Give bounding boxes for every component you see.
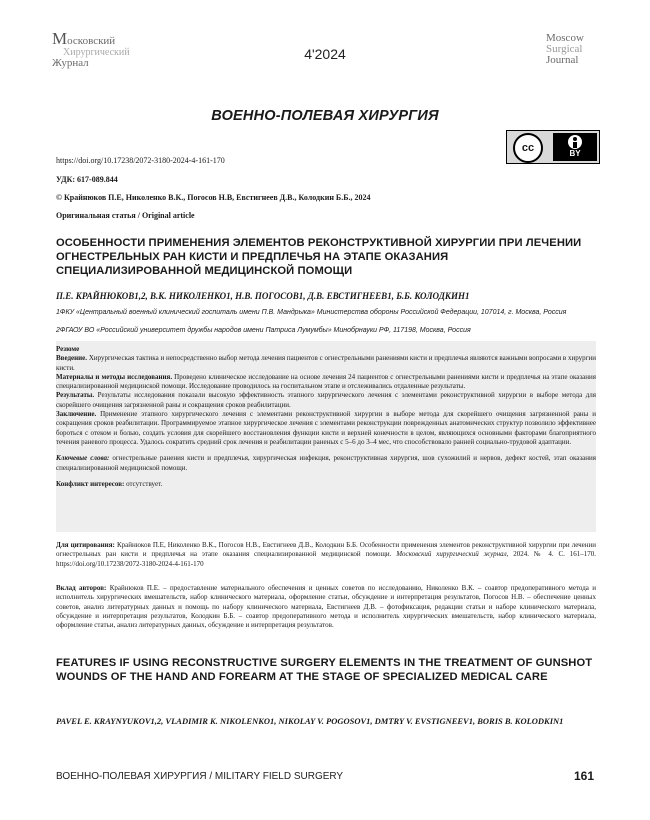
- results-text: Результаты исследования показали высокую эффективность этапного хирургического лечения с элементами реконструктивной хирургии в выборе метода для скорейшего очищения загрязненной раны и сокращения сроков реабилитации.: [56, 391, 596, 409]
- logo-word: Moscow: [546, 32, 584, 44]
- abstract-methods: [56, 373, 596, 392]
- cc-license-badge[interactable]: [506, 130, 600, 164]
- authors-ru: П.Е. КРАЙНЮКОВ1,2, В.К. НИКОЛЕНКО1, Н.В. ПОГОСОВ1, Д.В. ЕВСТИГНЕЕВ1, Б.Б. КОЛОДКИН1: [56, 291, 470, 301]
- results-label: Результаты.: [56, 391, 95, 400]
- conclusion-label: Заключение.: [56, 410, 97, 419]
- article-title-ru: ОСОБЕННОСТИ ПРИМЕНЕНИЯ ЭЛЕМЕНТОВ РЕКОНСТРУКТИВНОЙ ХИРУРГИИ ПРИ ЛЕЧЕНИИ ОГНЕСТРЕЛЬНЫХ РАН КИСТИ И ПРЕДПЛЕЧЬЯ НА ЭТАПЕ ОКАЗАНИЯ СПЕЦИАЛИЗИРОВАННОЙ МЕДИЦИНСКОЙ ПОМОЩИ: [56, 237, 582, 277]
- cc-icon: [513, 133, 543, 163]
- citation-text: Крайнюков П.Е, Николенко В.К., Погосов Н.В., Евстигнеев Д.В., Колодкин Б.Б. Особенности применения элементов реконструктивной хирургии при лечении огнестрельных ран кисти и предплечья на этапе оказания специализированной медицинской помощи.: [56, 541, 597, 559]
- issue-number: 4'2024: [304, 46, 346, 62]
- contribution-text: Крайнюков П.Е. – предоставление материального обеспечения и ценных советов по исследованию, Николенко В.К. – соавтор предоперативного метода и исполнитель хирургических вмешательств, набор клинического материала, оформление статьи, обсуждение и интерпретация результатов, Погосов Н.В. – обеспечение ценных советов, анализ литературных данных и помощь по набору клинического материала, Евстигнеев Д.В. – фотофиксация, редакции статьи и наборе клинического материала, обсуждение и интерпретация результатов, Колодкин Б.Б. – соавтор предоперативного метода и исполнитель хирургических вмешательств, набор клинического материала, оформление статьи, анализ литературных данных, обсуждение и интерпретация результатов.: [56, 584, 597, 630]
- keywords: [56, 454, 596, 473]
- affiliation-1: 1ФКУ «Центральный военный клинический госпиталь имени П.В. Мандрыка» Министерства обороны Российской Федерации, 107014, г. Москва, Россия: [56, 309, 567, 316]
- abstract-intro: [56, 354, 596, 373]
- authors-en: PAVEL E. KRAYNYUKOV1,2, VLADIMIR K. NIKOLENKO1, NIKOLAY V. POGOSOV1, DMTRY V. EVSTIGNEEV1, BORIS B. KOLODKIN1: [56, 716, 564, 726]
- by-block: [553, 133, 597, 161]
- logo-word: осковский: [67, 35, 116, 47]
- abstract-body: [56, 341, 596, 489]
- methods-label: Материалы и методы исследования.: [56, 372, 173, 381]
- logo-line: [52, 29, 130, 48]
- abstract-conclusion: [56, 410, 596, 447]
- contribution-label: Вклад авторов:: [56, 584, 107, 592]
- article-type: Оригинальная статья / Original article: [56, 211, 195, 220]
- affiliation-2: 2ФГАОУ ВО «Российский университет дружбы народов имени Патриса Лумумбы» Минобрнауки РФ, 117198, Москва, Россия: [56, 327, 471, 334]
- conflict-text: отсутствует.: [126, 479, 163, 488]
- section-title: ВОЕННО-ПОЛЕВАЯ ХИРУРГИЯ: [211, 108, 439, 124]
- doi-link[interactable]: https://doi.org/10.17238/2072-3180-2024-4-161-170: [56, 156, 225, 165]
- citation-label: Для цитирования:: [56, 541, 115, 549]
- conclusion-text: Применение этапного хирургического лечения с элементами реконструктивной хирургии в выборе метода для скорейшего очищения загрязненной раны и сокращения сроков реабилитации. Программируемое этапное хирургическое лечения с элементами реконструкции поврежденных анатомических структур позволило эффективнее бороться с отеком и болью, создать условия для скорейшего восстановления функции кисти и верхней конечности в целом, являющихся основными факторами благоприятного течения раневого процесса. Удалось сократить средний срок лечения и реабилитации раненых с 5–6 до 3–4 мес, что способствовало ранней социально-трудовой адаптации.: [56, 410, 597, 446]
- keywords-label: Ключевые слова:: [56, 454, 110, 463]
- logo-initial: М: [52, 29, 68, 48]
- methods-text: Проведено клиническое исследование на основе лечения 24 пациентов с огнестрельными ранениями кисти и предплечья на этапе оказания специализированной медицинской помощи. Исследование проводилось на госпитальном этапе и отслеживались отдаленные результаты.: [56, 372, 596, 391]
- person-icon: [568, 135, 582, 149]
- article-title-en: FEATURES IF USING RECONSTRUCTIVE SURGERY ELEMENTS IN THE TREATMENT OF GUNSHOT WOUNDS OF THE HAND AND FOREARM AT THE STAGE OF SPECIALIZED MEDICAL CARE: [56, 657, 593, 683]
- intro-text: Хирургическая тактика и непосредственно выбор метода лечения пациентов с огнестрельными ранениями кисти и предплечья являются важными вопросами в хирургии кисти.: [56, 354, 596, 372]
- footer-section: ВОЕННО-ПОЛЕВАЯ ХИРУРГИЯ / MILITARY FIELD SURGERY: [56, 771, 344, 782]
- by-label: BY: [569, 149, 581, 158]
- citation-details: 2024. № 4. С. 161–170. https://doi.org/10.17238/2072-3180-2024-4-161-170: [56, 550, 596, 568]
- logo-word: Journal: [546, 54, 579, 66]
- copyright: © Крайнюков П.Е, Николенко В.К., Погосов Н.В, Евстигнеев Д.В., Колодкин Б.Б., 2024: [56, 193, 371, 202]
- udc-code: УДК: 617-089.844: [56, 175, 118, 184]
- keywords-text: огнестрельные ранения кисти и предплечья, хирургическая инфекция, реконструктивная хирургия, шов сухожилий и нервов, дефект костей, этап оказания специализированной медицинской помощи.: [56, 454, 597, 472]
- logo-word: Surgical: [546, 43, 583, 55]
- conflict-of-interest: [56, 480, 596, 489]
- logo-word: Журнал: [52, 57, 89, 69]
- cc-label: cc: [521, 142, 535, 154]
- intro-label: Введение.: [56, 354, 88, 363]
- abstract-heading: Резюме: [56, 345, 80, 353]
- abstract-results: [56, 391, 596, 410]
- citation-journal: Московский хирургический журнал,: [396, 550, 509, 559]
- page-number: 161: [574, 769, 595, 783]
- abstract-box: [56, 341, 596, 532]
- citation-block: [56, 541, 596, 569]
- logo-word: Хирургический: [63, 47, 130, 58]
- conflict-label: Конфликт интересов:: [56, 479, 125, 488]
- contribution-block: [56, 584, 596, 630]
